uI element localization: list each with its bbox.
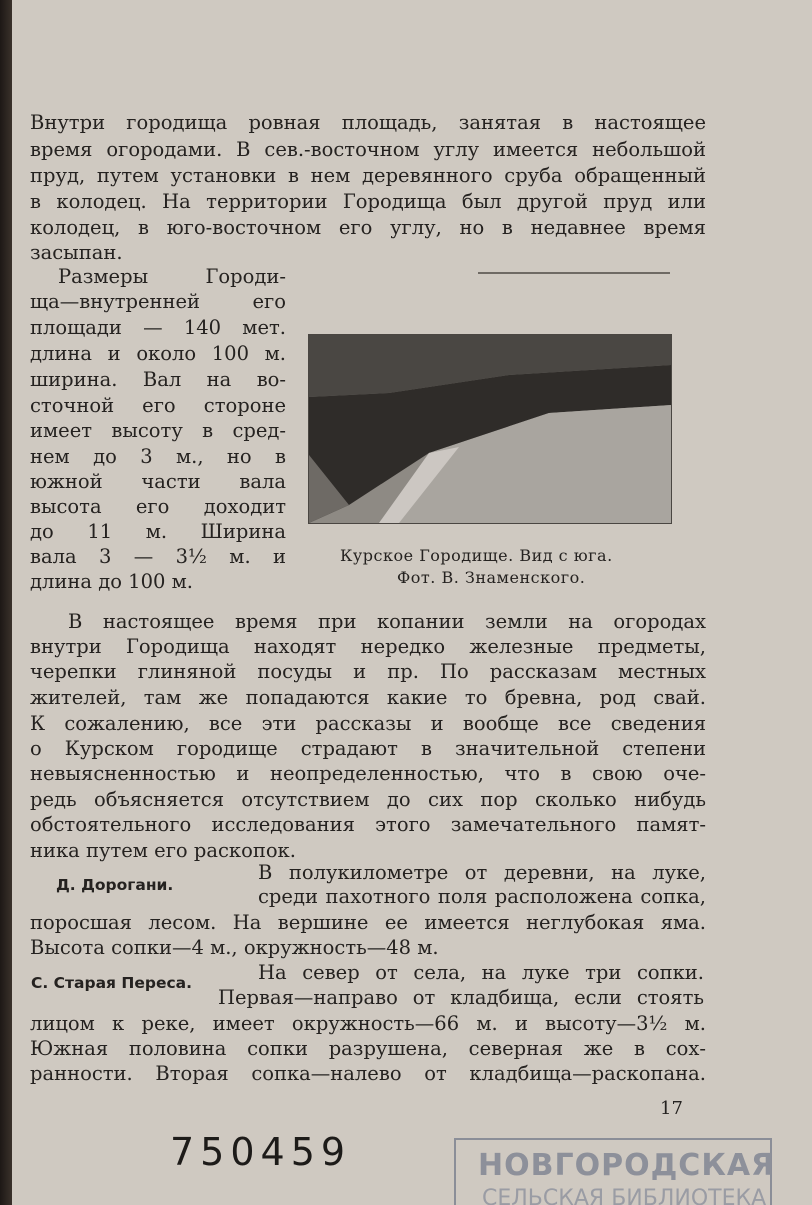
paragraph1-line: в колодец. На территории Городища был другой пруд или <box>30 190 706 213</box>
paragraph2-line: ща—внутренней его <box>30 290 286 313</box>
paragraph2-line: длина до 100 м. <box>30 570 193 593</box>
paragraph3-line: жителей, там же попадаются какие то бревна, род свай. <box>30 686 706 709</box>
paragraph2-line: южной части вала <box>30 470 286 493</box>
paragraph3-line: о Курском городище страдают в значительной степени <box>30 737 706 760</box>
paragraph2-line: нем до 3 м., но в <box>30 445 286 468</box>
paragraph1-line: колодец, в юго-восточном его углу, но в недавнее время <box>30 216 706 239</box>
paragraph2-line: сточной его стороне <box>30 394 286 417</box>
paragraph2-line: ширина. Вал на во- <box>30 368 286 391</box>
section-staraya-line: лицом к реке, имеет окружность—66 м. и высоту—3½ м. <box>30 1012 706 1035</box>
paragraph2-line: площади — 140 мет. <box>30 316 286 339</box>
book-spine <box>0 0 12 1205</box>
section-dorogani-line: поросшая лесом. На вершине ее имеется неглубокая яма. <box>30 911 706 934</box>
paragraph3-line: невыясненностью и неопределенностью, что в свою оче- <box>30 762 706 785</box>
paragraph3-line: В настоящее время при копании земли на огородах <box>68 610 706 633</box>
photo-caption: Курское Городище. Вид с юга. <box>340 546 613 565</box>
photo-border-line <box>478 272 670 274</box>
paragraph1-line: Внутри городища ровная площадь, занятая в настоящее <box>30 111 706 134</box>
photo-kursk-gorodishche <box>308 334 672 524</box>
paragraph3-line: черепки глиняной посуды и пр. По рассказам местных <box>30 660 706 683</box>
paragraph3-line: ника путем его раскопок. <box>30 839 296 862</box>
paragraph2-line: имеет высоту в сред- <box>30 419 286 442</box>
photo-credit: Фот. В. Знаменского. <box>397 568 586 587</box>
paragraph3-line: редь объясняется отсутствием до сих пор сколько нибудь <box>30 788 706 811</box>
section-dorogani-line: Высота сопки—4 м., окружность—48 м. <box>30 936 439 959</box>
paragraph2-line: длина и около 100 м. <box>30 342 286 365</box>
section-staraya-line: На север от села, на луке три сопки. <box>258 961 704 984</box>
photo-illustration <box>309 335 671 523</box>
paragraph2-line: Размеры Городи- <box>58 265 286 288</box>
stamp-line1: НОВГОРОДСКАЯ <box>478 1148 776 1183</box>
section-dorogani-line: среди пахотного поля расположена сопка, <box>258 885 706 908</box>
paragraph3-line: обстоятельного исследования этого замечательного памят- <box>30 813 706 836</box>
inventory-number: 750459 <box>170 1130 352 1174</box>
paragraph1-line: пруд, путем установки в нем деревянного сруба обращенный <box>30 164 706 187</box>
section-heading-staraya-peresa: С. Старая Переса. <box>31 974 193 992</box>
paragraph3-line: К сожалению, все эти рассказы и вообще все сведения <box>30 712 706 735</box>
section-staraya-line: Первая—направо от кладбища, если стоять <box>218 986 704 1009</box>
paragraph2-line: вала 3 — 3½ м. и <box>30 545 286 568</box>
paragraph1-line: время огородами. В сев.-восточном углу имеется небольшой <box>30 138 706 161</box>
book-page <box>12 0 812 1205</box>
section-staraya-line: ранности. Вторая сопка—налево от кладбища—раскопана. <box>30 1062 706 1085</box>
paragraph2-line: до 11 м. Ширина <box>30 520 286 543</box>
section-dorogani-line: В полукилометре от деревни, на луке, <box>258 861 706 884</box>
section-staraya-line: Южная половина сопки разрушена, северная же в сох- <box>30 1037 706 1060</box>
paragraph2-line: высота его доходит <box>30 495 286 518</box>
section-heading-dorogani: Д. Дорогани. <box>56 876 174 894</box>
paragraph3-line: внутри Городища находят нередко железные предметы, <box>30 635 706 658</box>
paragraph1-line: засыпан. <box>30 241 123 264</box>
stamp-line2: СЕЛЬСКАЯ БИБЛИОТЕКА <box>482 1186 767 1205</box>
page-number: 17 <box>660 1098 683 1119</box>
